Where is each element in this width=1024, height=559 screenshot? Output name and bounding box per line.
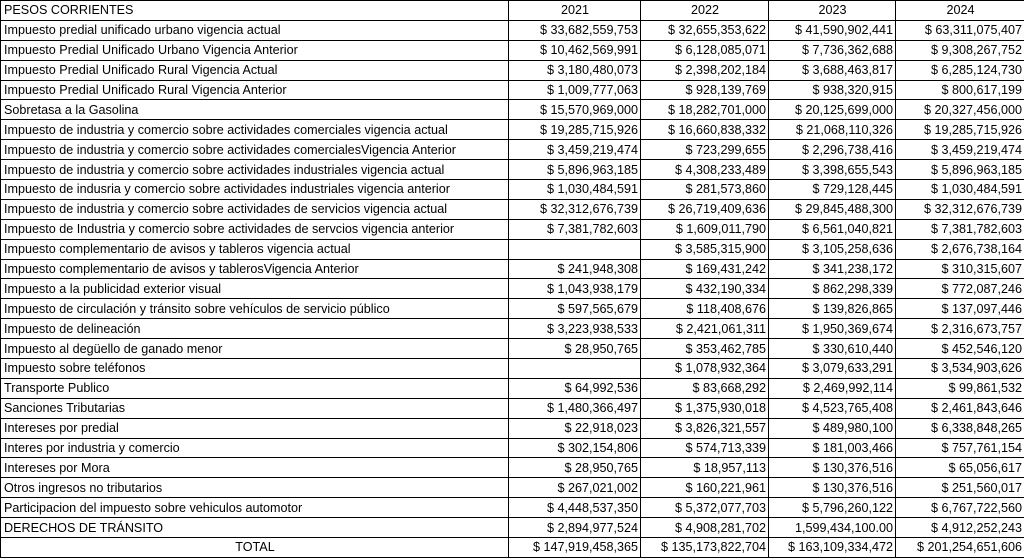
value-cell: $ 1,480,366,497: [509, 398, 641, 418]
value-cell: $ 26,719,409,636: [641, 199, 769, 219]
value-cell: $ 3,534,903,626: [896, 359, 1024, 379]
value-cell: $ 310,315,607: [896, 259, 1024, 279]
value-cell: $ 21,068,110,326: [769, 120, 896, 140]
row-label: Sanciones Tributarias: [1, 398, 509, 418]
total-row: [1, 538, 1024, 558]
table-row: [1, 199, 1024, 219]
total-value: $ 147,919,458,365: [509, 538, 641, 558]
value-cell: $ 4,912,252,243: [896, 518, 1024, 538]
value-cell: $ 2,676,738,164: [896, 239, 1024, 259]
row-label: Impuesto de industria y comercio sobre actividades industriales vigencia actual: [1, 160, 509, 180]
value-cell: $ 729,128,445: [769, 180, 896, 200]
value-cell: $ 2,296,738,416: [769, 140, 896, 160]
value-cell: $ 489,980,100: [769, 418, 896, 438]
value-cell: $ 32,312,676,739: [896, 199, 1024, 219]
value-cell: $ 938,320,915: [769, 80, 896, 100]
value-cell: 1,599,434,100.00: [769, 518, 896, 538]
value-cell: $ 3,398,655,543: [769, 160, 896, 180]
value-cell: $ 160,221,961: [641, 478, 769, 498]
value-cell: [509, 239, 641, 259]
value-cell: [509, 359, 641, 379]
table-row: [1, 398, 1024, 418]
table-row: [1, 418, 1024, 438]
value-cell: $ 130,376,516: [769, 478, 896, 498]
value-cell: $ 41,590,902,441: [769, 20, 896, 40]
value-cell: $ 5,796,260,122: [769, 498, 896, 518]
value-cell: $ 15,570,969,000: [509, 100, 641, 120]
value-cell: $ 7,381,782,603: [509, 219, 641, 239]
table-row: [1, 219, 1024, 239]
row-label: Impuesto al degüello de ganado menor: [1, 339, 509, 359]
table-row: [1, 279, 1024, 299]
row-label: Impuesto de industria y comercio sobre actividades comercialesVigencia Anterior: [1, 140, 509, 160]
value-cell: $ 928,139,769: [641, 80, 769, 100]
row-label: Impuesto de delineación: [1, 319, 509, 339]
value-cell: $ 2,469,992,114: [769, 378, 896, 398]
value-cell: $ 4,523,765,408: [769, 398, 896, 418]
table-row: [1, 160, 1024, 180]
value-cell: $ 1,950,369,674: [769, 319, 896, 339]
year-header: 2021: [509, 1, 641, 21]
value-cell: $ 18,957,113: [641, 458, 769, 478]
value-cell: $ 1,375,930,018: [641, 398, 769, 418]
value-cell: $ 19,285,715,926: [896, 120, 1024, 140]
table-row: [1, 60, 1024, 80]
table-row: [1, 100, 1024, 120]
value-cell: $ 5,896,963,185: [509, 160, 641, 180]
header-row: [1, 1, 1024, 21]
value-cell: $ 28,950,765: [509, 458, 641, 478]
value-cell: $ 3,079,633,291: [769, 359, 896, 379]
table-row: [1, 239, 1024, 259]
table-row: [1, 40, 1024, 60]
value-cell: $ 5,896,963,185: [896, 160, 1024, 180]
value-cell: $ 130,376,516: [769, 458, 896, 478]
value-cell: $ 2,316,673,757: [896, 319, 1024, 339]
row-label: Impuesto de indusria y comercio sobre actividades industriales vigencia anterior: [1, 180, 509, 200]
value-cell: $ 22,918,023: [509, 418, 641, 438]
value-cell: $ 63,311,075,407: [896, 20, 1024, 40]
value-cell: $ 1,030,484,591: [896, 180, 1024, 200]
value-cell: $ 18,282,701,000: [641, 100, 769, 120]
value-cell: $ 169,431,242: [641, 259, 769, 279]
value-cell: $ 20,125,699,000: [769, 100, 896, 120]
value-cell: $ 10,462,569,991: [509, 40, 641, 60]
value-cell: $ 723,299,655: [641, 140, 769, 160]
value-cell: $ 1,043,938,179: [509, 279, 641, 299]
table-row: [1, 438, 1024, 458]
value-cell: $ 3,223,938,533: [509, 319, 641, 339]
row-label: Impuesto a la publicidad exterior visual: [1, 279, 509, 299]
row-label: Impuesto sobre teléfonos: [1, 359, 509, 379]
value-cell: $ 302,154,806: [509, 438, 641, 458]
row-label: Impuesto de circulación y tránsito sobre vehículos de servicio público: [1, 299, 509, 319]
row-label: Interes por industria y comercio: [1, 438, 509, 458]
value-cell: $ 353,462,785: [641, 339, 769, 359]
row-label: Impuesto Predial Unificado Urbano Vigencia Anterior: [1, 40, 509, 60]
value-cell: $ 1,078,932,364: [641, 359, 769, 379]
value-cell: $ 1,030,484,591: [509, 180, 641, 200]
value-cell: $ 2,398,202,184: [641, 60, 769, 80]
row-label: Impuesto de Industria y comercio sobre actividades de servcios vigencia anterior: [1, 219, 509, 239]
table-row: [1, 378, 1024, 398]
value-cell: $ 3,180,480,073: [509, 60, 641, 80]
table-row: [1, 299, 1024, 319]
year-header: 2023: [769, 1, 896, 21]
value-cell: $ 32,312,676,739: [509, 199, 641, 219]
value-cell: $ 4,448,537,350: [509, 498, 641, 518]
table-row: [1, 120, 1024, 140]
value-cell: $ 139,826,865: [769, 299, 896, 319]
value-cell: $ 330,610,440: [769, 339, 896, 359]
total-value: $ 201,254,651,606: [896, 538, 1024, 558]
value-cell: $ 6,285,124,730: [896, 60, 1024, 80]
row-label: Impuesto predial unificado urbano vigencia actual: [1, 20, 509, 40]
value-cell: $ 64,992,536: [509, 378, 641, 398]
value-cell: $ 6,128,085,071: [641, 40, 769, 60]
table-row: [1, 180, 1024, 200]
value-cell: $ 28,950,765: [509, 339, 641, 359]
table-row: [1, 518, 1024, 538]
value-cell: $ 241,948,308: [509, 259, 641, 279]
row-label: Participacion del impuesto sobre vehiculos automotor: [1, 498, 509, 518]
table-row: [1, 339, 1024, 359]
value-cell: $ 7,381,782,603: [896, 219, 1024, 239]
table-row: [1, 478, 1024, 498]
value-cell: $ 2,421,061,311: [641, 319, 769, 339]
value-cell: $ 251,560,017: [896, 478, 1024, 498]
value-cell: $ 99,861,532: [896, 378, 1024, 398]
value-cell: $ 2,461,843,646: [896, 398, 1024, 418]
value-cell: $ 6,767,722,560: [896, 498, 1024, 518]
value-cell: $ 862,298,339: [769, 279, 896, 299]
value-cell: $ 574,713,339: [641, 438, 769, 458]
table-row: [1, 458, 1024, 478]
table-row: [1, 259, 1024, 279]
value-cell: $ 4,308,233,489: [641, 160, 769, 180]
value-cell: $ 341,238,172: [769, 259, 896, 279]
table-row: [1, 359, 1024, 379]
value-cell: $ 181,003,466: [769, 438, 896, 458]
value-cell: $ 2,894,977,524: [509, 518, 641, 538]
value-cell: $ 118,408,676: [641, 299, 769, 319]
year-header: 2022: [641, 1, 769, 21]
value-cell: $ 597,565,679: [509, 299, 641, 319]
value-cell: $ 5,372,077,703: [641, 498, 769, 518]
value-cell: $ 800,617,199: [896, 80, 1024, 100]
value-cell: $ 137,097,446: [896, 299, 1024, 319]
row-label: Sobretasa a la Gasolina: [1, 100, 509, 120]
value-cell: $ 281,573,860: [641, 180, 769, 200]
value-cell: $ 3,459,219,474: [896, 140, 1024, 160]
table-row: [1, 80, 1024, 100]
value-cell: $ 32,655,353,622: [641, 20, 769, 40]
row-label: Impuesto complementario de avisos y tableros vigencia actual: [1, 239, 509, 259]
value-cell: $ 3,459,219,474: [509, 140, 641, 160]
table-row: [1, 20, 1024, 40]
value-cell: $ 16,660,838,332: [641, 120, 769, 140]
value-cell: $ 83,668,292: [641, 378, 769, 398]
value-cell: $ 9,308,267,752: [896, 40, 1024, 60]
value-cell: $ 3,826,321,557: [641, 418, 769, 438]
table-row: [1, 319, 1024, 339]
value-cell: $ 33,682,559,753: [509, 20, 641, 40]
table-row: [1, 140, 1024, 160]
value-cell: $ 1,609,011,790: [641, 219, 769, 239]
value-cell: $ 3,585,315,900: [641, 239, 769, 259]
value-cell: $ 65,056,617: [896, 458, 1024, 478]
table-row: [1, 498, 1024, 518]
total-label: TOTAL: [1, 538, 509, 558]
value-cell: $ 6,561,040,821: [769, 219, 896, 239]
row-label: Intereses por predial: [1, 418, 509, 438]
value-cell: $ 757,761,154: [896, 438, 1024, 458]
row-label: DERECHOS DE TRÁNSITO: [1, 518, 509, 538]
value-cell: $ 7,736,362,688: [769, 40, 896, 60]
total-value: $ 135,173,822,704: [641, 538, 769, 558]
row-label: Impuesto Predial Unificado Rural Vigencia Actual: [1, 60, 509, 80]
value-cell: $ 20,327,456,000: [896, 100, 1024, 120]
value-cell: $ 19,285,715,926: [509, 120, 641, 140]
value-cell: $ 1,009,777,063: [509, 80, 641, 100]
value-cell: $ 4,908,281,702: [641, 518, 769, 538]
year-header: 2024: [896, 1, 1024, 21]
value-cell: $ 267,021,002: [509, 478, 641, 498]
row-label: Impuesto complementario de avisos y tablerosVigencia Anterior: [1, 259, 509, 279]
row-label: Impuesto de industria y comercio sobre actividades de servicios vigencia actual: [1, 199, 509, 219]
row-label: Otros ingresos no tributarios: [1, 478, 509, 498]
value-cell: $ 6,338,848,265: [896, 418, 1024, 438]
row-label: Impuesto Predial Unificado Rural Vigencia Anterior: [1, 80, 509, 100]
total-value: $ 163,109,334,472: [769, 538, 896, 558]
row-label: Impuesto de industria y comercio sobre actividades comerciales vigencia actual: [1, 120, 509, 140]
value-cell: $ 772,087,246: [896, 279, 1024, 299]
value-cell: $ 3,688,463,817: [769, 60, 896, 80]
value-cell: $ 452,546,120: [896, 339, 1024, 359]
header-label: PESOS CORRIENTES: [1, 1, 509, 21]
row-label: Intereses por Mora: [1, 458, 509, 478]
value-cell: $ 432,190,334: [641, 279, 769, 299]
value-cell: $ 3,105,258,636: [769, 239, 896, 259]
value-cell: $ 29,845,488,300: [769, 199, 896, 219]
row-label: Transporte Publico: [1, 378, 509, 398]
